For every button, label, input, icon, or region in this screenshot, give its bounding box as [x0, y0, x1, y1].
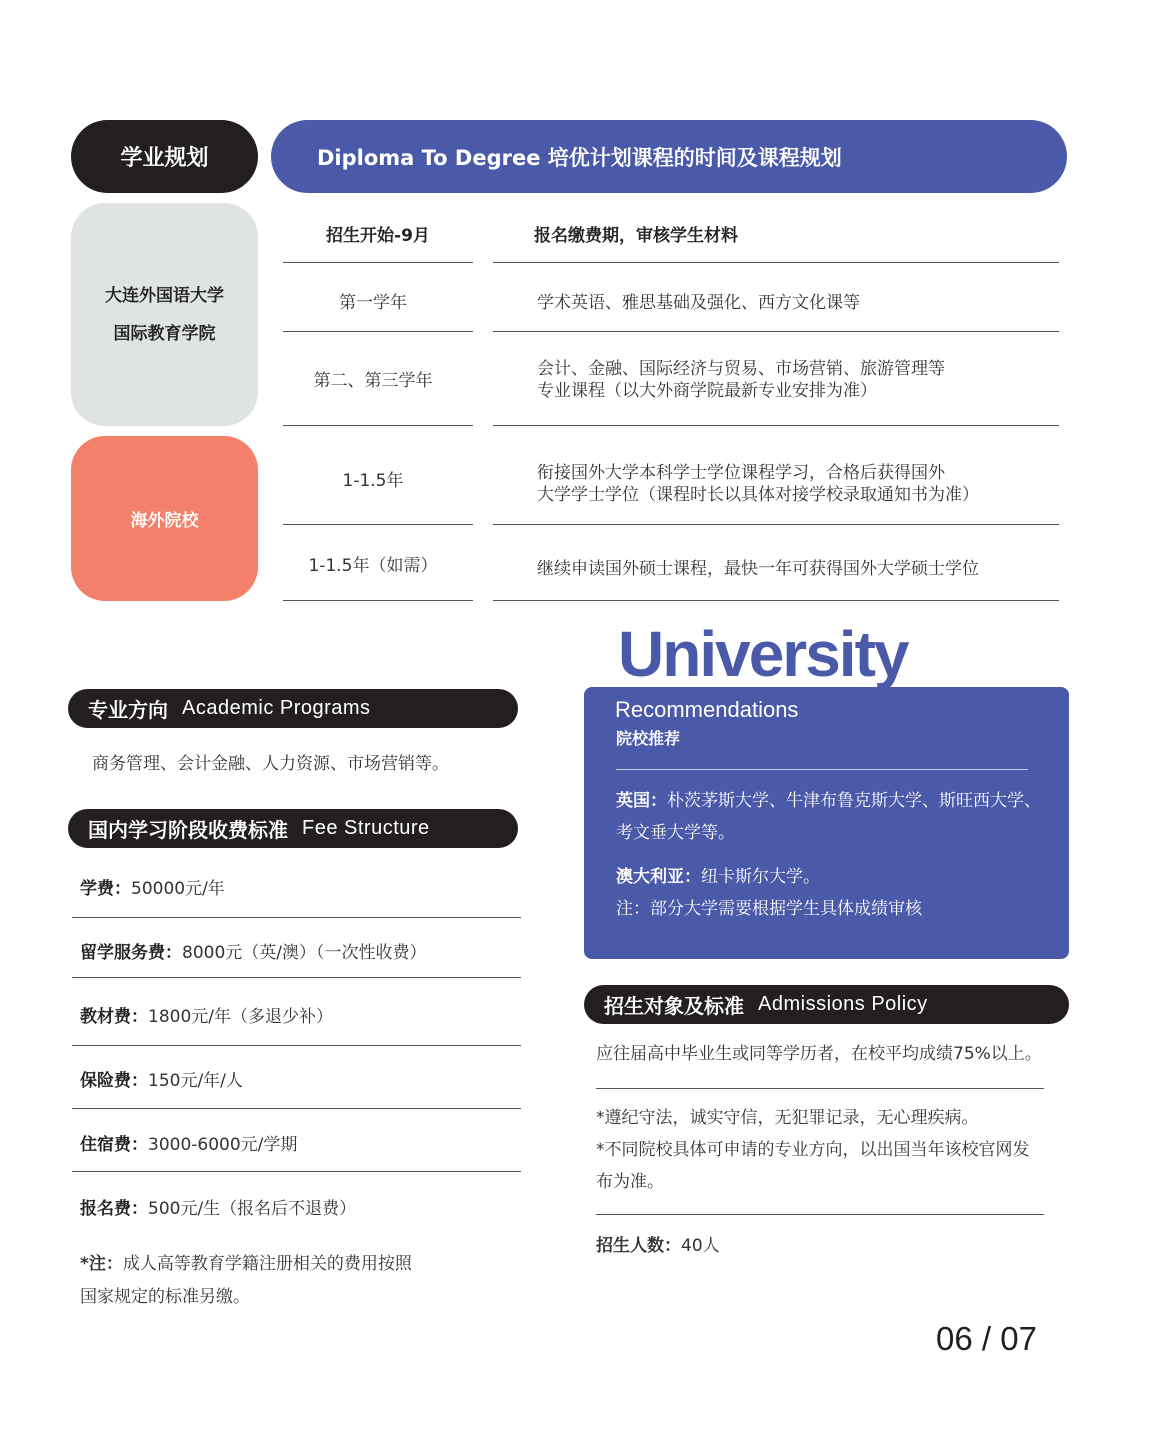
- university-big-title: University: [618, 618, 908, 690]
- domestic-line1: 大连外国语大学: [105, 285, 224, 306]
- programs-heading-zh: 专业方向: [88, 698, 168, 722]
- table-divider: [493, 425, 1059, 426]
- fee-item-label: 住宿费：: [80, 1135, 148, 1155]
- fee-item-label: 报名费：: [80, 1199, 148, 1219]
- admissions-heading-en: Admissions Policy: [758, 993, 928, 1015]
- fee-item: [80, 1002, 333, 1027]
- fee-item: [80, 1130, 297, 1155]
- university-divider: [616, 769, 1028, 770]
- admissions-line3: *不同院校具体可申请的专业方向，以出国当年该校官网发: [596, 1140, 1030, 1160]
- university-subtitle-zh: 院校推荐: [616, 729, 681, 748]
- table-row-period-text: 第二、第三学年: [313, 370, 433, 391]
- table-header-content-text: 报名缴费期，审核学生材料: [534, 225, 738, 246]
- fee-item-label: 留学服务费：: [80, 943, 182, 963]
- domestic-line2: 国际教育学院: [113, 323, 216, 344]
- fee-item-value: 3000-6000元/学期: [148, 1135, 298, 1155]
- table-row-period: [283, 360, 463, 396]
- table-row-period-text: 1-1.5年（如需）: [308, 555, 438, 576]
- page-number: 06 / 07: [936, 1320, 1037, 1357]
- fee-item-label: 保险费：: [80, 1071, 148, 1091]
- fees-heading-en: Fee Structure: [302, 817, 430, 839]
- table-divider: [283, 425, 473, 426]
- table-row-content-line2: 专业课程（以大外商学院最新专业安排为准）: [537, 381, 877, 401]
- university-au-label: 澳大利亚：: [616, 867, 701, 887]
- table-divider: [283, 524, 473, 525]
- table-row-period: [283, 460, 463, 496]
- fee-item-label: 教材费：: [80, 1007, 148, 1027]
- admissions-heading: [584, 985, 1069, 1024]
- fee-divider: [72, 1045, 521, 1046]
- fee-item-value: 1800元/年（多退少补）: [148, 1007, 333, 1027]
- fee-divider: [72, 917, 521, 918]
- programs-heading-en: Academic Programs: [182, 697, 371, 719]
- fee-note: [80, 1248, 412, 1314]
- admissions-requirements: [596, 1102, 1056, 1198]
- programs-text: 商务管理、会计金融、人力资源、市场营销等。: [92, 754, 449, 774]
- admissions-heading-zh: 招生对象及标准: [604, 994, 744, 1018]
- plan-label-text: 学业规划: [120, 146, 209, 171]
- table-divider: [493, 262, 1059, 263]
- overseas-label: 海外院校: [130, 511, 199, 531]
- table-row-content: [537, 462, 1057, 506]
- fees-heading-zh: 国内学习阶段收费标准: [88, 818, 288, 842]
- fee-item-value: 500元/生（报名后不退费）: [148, 1199, 357, 1219]
- fee-item: [80, 1066, 243, 1091]
- admissions-quota-label: 招生人数：: [596, 1236, 681, 1256]
- admissions-quota-value: 40人: [681, 1236, 720, 1256]
- plan-title-text: Diploma To Degree 培优计划课程的时间及课程规划: [317, 145, 842, 170]
- university-note: 注：部分大学需要根据学生具体成绩审核: [616, 899, 922, 919]
- table-divider: [283, 600, 473, 601]
- university-subtitle-en: Recommendations: [615, 697, 799, 722]
- plan-title: [271, 120, 1067, 193]
- table-row-content-text: 继续申读国外硕士课程，最快一年可获得国外大学硕士学位: [537, 558, 979, 579]
- table-row-period: [283, 545, 463, 581]
- fee-divider: [72, 1171, 521, 1172]
- fee-item: [80, 1194, 356, 1219]
- table-header-period: [283, 215, 473, 251]
- table-row-content: [537, 282, 1057, 318]
- fee-divider: [72, 977, 521, 978]
- table-divider: [493, 600, 1059, 601]
- table-row-content: [537, 358, 1057, 402]
- table-row-content-line1: 会计、金融、国际经济与贸易、市场营销、旅游管理等: [537, 359, 945, 379]
- table-row-content-text: 学术英语、雅思基础及强化、西方文化课等: [537, 292, 860, 313]
- admissions-divider: [596, 1088, 1044, 1089]
- fee-item-value: 150元/年/人: [148, 1071, 243, 1091]
- fee-note-label: *注：: [80, 1254, 123, 1274]
- table-row-period-text: 第一学年: [339, 292, 407, 313]
- fee-divider: [72, 1108, 521, 1109]
- programs-heading: [68, 689, 518, 728]
- fees-heading: [68, 809, 518, 848]
- table-row-content-line1: 衔接国外大学本科学士学位课程学习，合格后获得国外: [537, 463, 945, 483]
- admissions-quota: [596, 1230, 720, 1262]
- university-uk-line1: 朴茨茅斯大学、牛津布鲁克斯大学、斯旺西大学、: [667, 791, 1041, 811]
- fee-item: [80, 938, 427, 963]
- university-uk-label: 英国：: [616, 791, 667, 811]
- admissions-line2: *遵纪守法，诚实守信，无犯罪记录，无心理疾病。: [596, 1108, 979, 1128]
- admissions-divider: [596, 1214, 1044, 1215]
- table-divider: [493, 331, 1059, 332]
- table-row-period: [283, 282, 463, 318]
- table-row-period-text: 1-1.5年: [342, 470, 404, 491]
- table-divider: [493, 524, 1059, 525]
- fee-item-value: 8000元（英/澳）（一次性收费）: [182, 943, 427, 963]
- table-header-period-text: 招生开始-9月: [326, 225, 430, 246]
- domestic-institution-box: [71, 203, 258, 426]
- table-header-content: [534, 215, 1054, 251]
- fee-note-line1: 成人高等教育学籍注册相关的费用按照: [122, 1254, 412, 1274]
- university-uk-line2: 考文垂大学等。: [616, 823, 735, 843]
- university-uk: [616, 785, 1056, 849]
- fee-item-value: 50000元/年: [131, 879, 225, 899]
- plan-label: [71, 120, 258, 193]
- admissions-line4: 布为准。: [596, 1172, 664, 1192]
- fee-note-line2: 国家规定的标准另缴。: [80, 1287, 250, 1307]
- table-row-content: [537, 548, 1057, 584]
- university-au-value: 纽卡斯尔大学。: [701, 867, 820, 887]
- fee-item: [80, 874, 225, 899]
- admissions-line1: 应往届高中毕业生或同等学历者，在校平均成绩75%以上。: [596, 1044, 1042, 1064]
- table-divider: [283, 331, 473, 332]
- fee-item-label: 学费：: [80, 879, 131, 899]
- table-divider: [283, 262, 473, 263]
- university-au: [616, 861, 1056, 925]
- table-row-content-line2: 大学学士学位（课程时长以具体对接学校录取通知书为准）: [537, 485, 979, 505]
- overseas-institution-box: [71, 436, 258, 601]
